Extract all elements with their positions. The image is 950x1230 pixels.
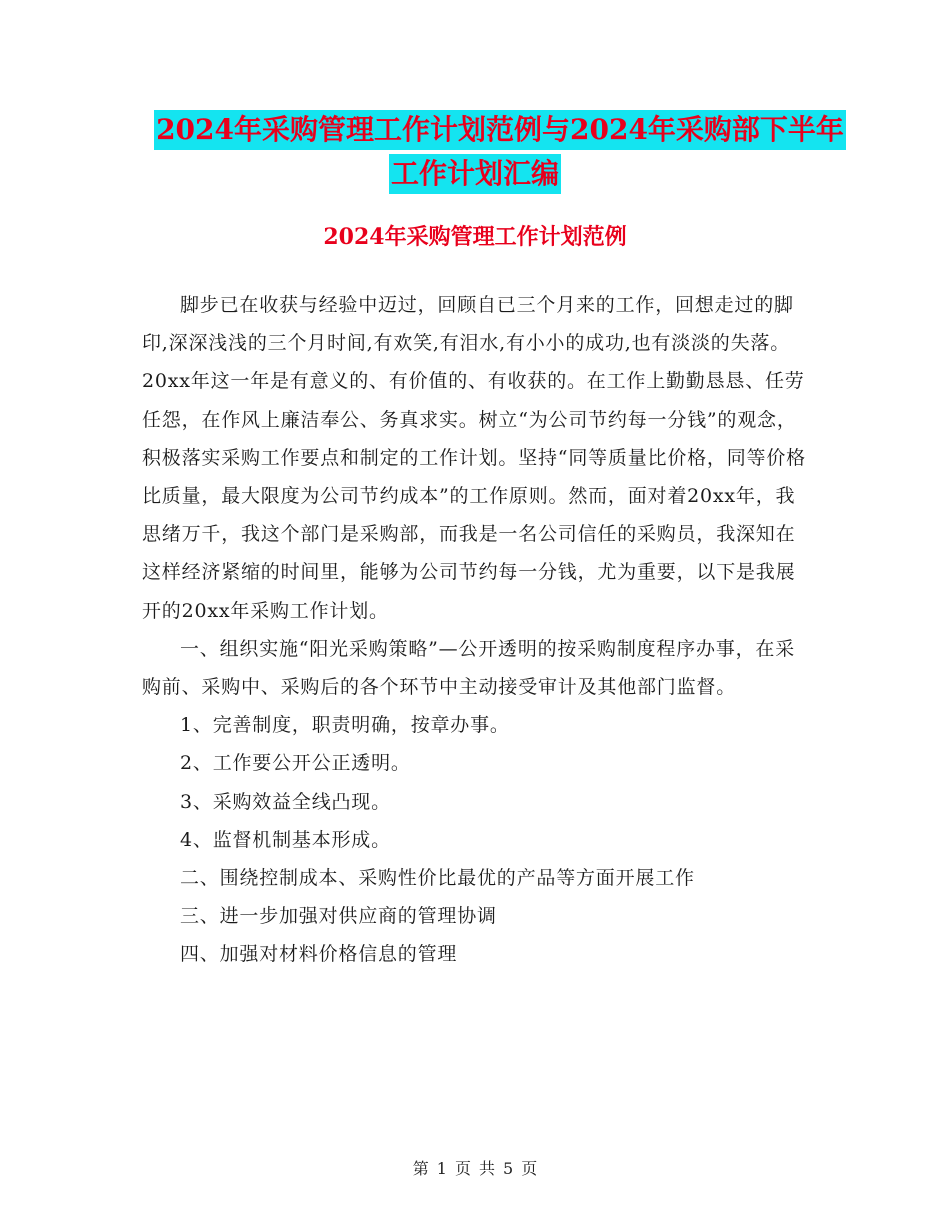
list-item: 三、进一步加强对供应商的管理协调 [180,905,497,928]
list-item: 1、完善制度，职责明确，按章办事。 [180,714,510,737]
list-item: 二、围绕控制成本、采购性价比最优的产品等方面开展工作 [180,867,695,890]
body-paragraph: 脚步已在收获与经验中迈过，回顾自已三个月来的工作，回想走过的脚印,深深浅浅的三个月时间,有欢笑,有泪水,有小小的成功,也有淡淡的失落。20xx年这一年是有意义的、有价值的、有收获的。在工作上勤勤恳恳、任劳任怨，在作风上廉洁奉公、务真求实。树立“为公司节约每一分钱”的观念，积极落实采购工作要点和制定的工作计划。坚持“同等质量比价格，同等价格比质量，最大限度为公司节约成本”的工作原则。然而，面对着20xx年，我思绪万千，我这个部门是采购部，而我是一名公司信任的采购员，我深知在这样经济紧缩的时间里，能够为公司节约每一分钱，尤为重要，以下是我展开的20xx年采购工作计划。 [142,294,806,622]
footer-label: 页 [454,1159,471,1178]
page-number: 1 [436,1159,447,1178]
section-heading: 2024年采购管理工作计划范例 [323,224,627,250]
list-item: 4、监督机制基本形成。 [180,828,391,851]
body-paragraph: 一、组织实施“阳光采购策略”—公开透明的按采购制度程序办事，在采购前、采购中、采购后的各个环节中主动接受审计及其他部门监督。 [142,637,796,699]
list-item: 四、加强对材料价格信息的管理 [180,943,458,966]
document-body [142,286,807,974]
footer-label: 页 [521,1159,538,1178]
list-item: 2、工作要公开公正透明。 [180,752,411,775]
page-footer [0,1156,950,1179]
document-title [0,110,950,194]
title-line-2: 工作计划汇编 [389,154,561,194]
title-line-1: 2024年采购管理工作计划范例与2024年采购部下半年 [154,110,846,150]
total-pages: 5 [503,1159,514,1178]
footer-label: 第 [412,1159,429,1178]
footer-label: 共 [479,1159,496,1178]
list-item: 3、采购效益全线凸现。 [180,790,391,813]
